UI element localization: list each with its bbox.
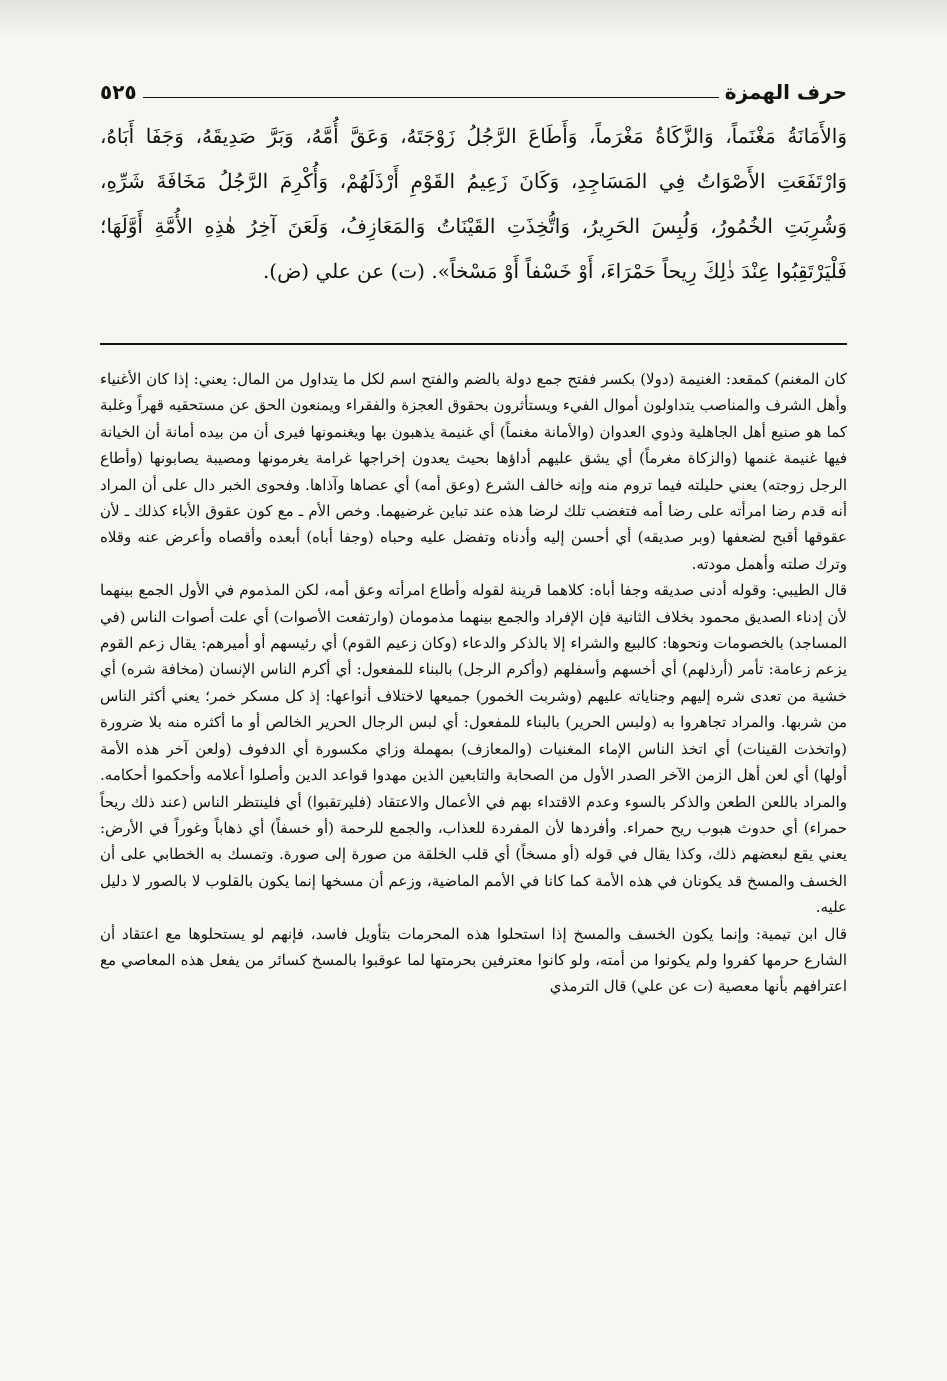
hadith-text: وَالأَمَانَةُ مَغْنَماً، وَالزَّكَاةُ مَغْرَماً، وَأَطَاعَ الرَّجُلُ زَوْجَتَهُ، وَعَقَّ أُمَّهُ، وَبَرَّ صَدِيقَهُ، وَجَفَا أَبَاهُ، وَارْتَفَعَتِ الأَصْوَاتُ فِي المَسَاجِدِ، وَكَانَ زَعِيمُ القَوْمِ أَرْذَلَهُمْ، وَأُكْرِمَ الرَّجُلُ مَخَافَةَ شَرِّهِ، وَشُرِبَتِ الخُمُورُ، وَلُبِسَ الحَرِيرُ، وَاتُّخِذَتِ القَيْنَاتُ وَالمَعَازِفُ، وَلَعَنَ آخِرُ هٰذِهِ الأُمَّةِ أَوَّلَهَا؛ فَلْيَرْتَقِبُوا عِنْدَ ذٰلِكَ رِيحاً حَمْرَاءَ، أَوْ خَسْفاً أَوْ مَسْخاً». (ت) عن علي (ض). xyxy=(100,124,847,283)
page-header xyxy=(100,74,847,104)
header-rule xyxy=(143,97,719,98)
commentary-paragraph: قال الطيبي: وقوله أدنى صديقه وجفا أباه: كلاهما قرينة لقوله وأطاع امرأته وعق أمه، لكن المذموم في الأول الجمع بينهما لأن إدناء الصديق محمود بخلاف الثانية فإن الإفراد والجمع بينهما مذمومان (وارتفعت الأصوات) أي علت أصوات الناس (في المساجد) بالخصومات ونحوها: كالبيع والشراء إلا بالذكر والدعاء (وكان زعيم القوم) أي رئيسهم أو أميرهم: يقال زعم القوم يزعم زعامة: تأمر (أرذلهم) أي أخسهم وأسفلهم (وأكرم الرجل) بالبناء للمفعول: أي أكرم الناس الإنسان (مخافة شره) أي خشية من تعدى شره إليهم وجناياته عليهم (وشربت الخمور) جميعها لاختلاف أنواعها: إذ كل مسكر خمر؛ يعني أكثر الناس من شربها. والمراد تجاهروا به (ولبس الحرير) بالبناء للمفعول: أي لبس الرجال الحرير الخالص أو ما أكثره منه بلا ضرورة (واتخذت القينات) أي اتخذ الناس الإماء المغنيات (والمعازف) بمهملة وزاي مكسورة أي الدفوف (ولعن آخر هذه الأمة أولها) أي لعن أهل الزمن الآخر الصدر الأول من الصحابة والتابعين الذين مهدوا قواعد الدين وأصلوا أعلامه وأحكموا أحكامه. والمراد باللعن الطعن والذكر بالسوء وعدم الاقتداء بهم في الأعمال والاعتقاد (فليرتقبوا) أي فلينتظر الناس (عند ذلك ريحاً حمراء) أي حدوث هبوب ريح حمراء. وأفردها لأن المفردة للعذاب، والجمع للرحمة (أو خسفاً) أي ذهاباً وغوراً في الأرض: يعني يقع لبعضهم ذلك، وكذا يقال في قوله (أو مسخاً) أي قلب الخلقة من صورة إلى صورة. وتمسك به الخطابي على أن الخسف والمسخ قد يكونان في هذه الأمة كما كانا في الأمم الماضية، وزعم أن مسخها إنما يكون بالقلوب لا بالصور لا دليل عليه. xyxy=(100,581,847,917)
commentary-paragraph: قال ابن تيمية: وإنما يكون الخسف والمسخ إذا استحلوا هذه المحرمات بتأويل فاسد، فإنهم لو يستحلوها مع اعتقاد أن الشارع حرمها كفروا ولم يكونوا من أمته، ولو كانوا معترفين بحرمتها لما عوقبوا بالمسخ كسائر من يفعل هذه المعاصي مع اعترافهم بأنها معصية (ت عن علي) قال الترمذي xyxy=(100,924,847,996)
footnote-divider xyxy=(100,343,847,345)
commentary xyxy=(100,366,847,1000)
commentary-paragraph: كان المغنم) كمقعد: الغنيمة (دولا) بكسر ففتح جمع دولة بالضم والفتح اسم لكل ما يتداول من المال: يعني: إذا كان الأغنياء وأهل الشرف والمناصب يتداولون أموال الفيء ويستأثرون بحقوق العجزة والفقراء ويمنعون الحق عن مستحقيه قهراً وغلبة كما هو صنيع أهل الجاهلية وذوي العدوان (والأمانة مغنماً) أي غنيمة يذهبون بها ويغنمونها فيرى أن من بيده أمانة أن الخيانة فيها غنيمة غنمها (والزكاة مغرماً) أي يشق عليهم أداؤها بحيث يعدون إخراجها غرامة يغرمونها ومصيبة يصابونها (وأطاع الرجل زوجته) يعني حليلته فيما تروم منه وإنه خالف الشرع (وعق أمه) أي عصاها وآذاها. وفحوى الخبر دال على أن المراد أنه قدم رضا امرأته على رضا أمه فتغضب تلك لرضا هذه عند تباين غرضيهما. وخص الأم ـ مع كون عقوق الأباء كذلك ـ لأن عقوقها أقبح لضعفها (وبر صديقه) أي أحسن إليه وأدناه وتفضل عليه وحباه (وجفا أباه) أبعده وأقصاه وأعرض عنه وقلاه وترك صلته وأهمل مودته. xyxy=(100,370,847,573)
chapter-title: حرف الهمزة xyxy=(724,80,847,104)
page-number: ٥٢٥ xyxy=(100,80,137,104)
